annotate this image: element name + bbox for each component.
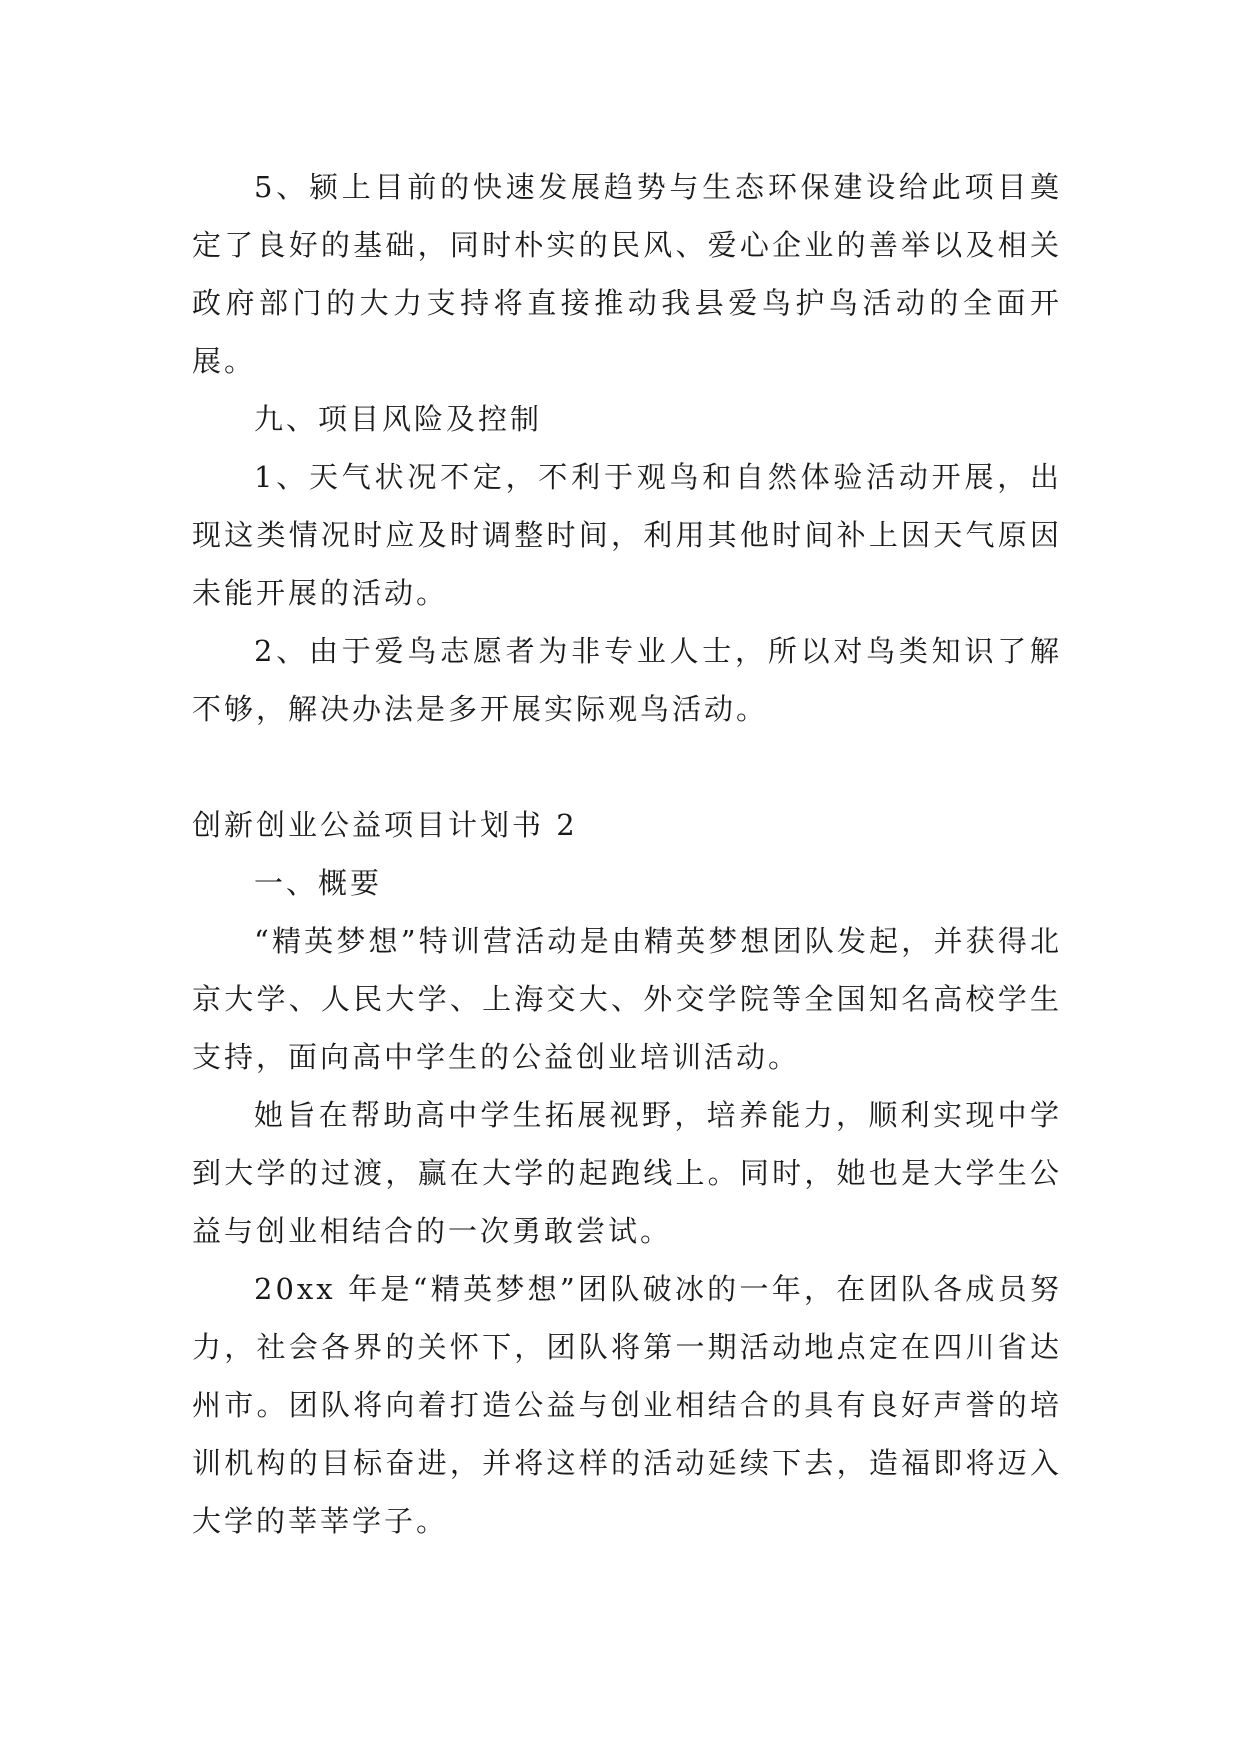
overview-paragraph-2: 她旨在帮助高中学生拓展视野，培养能力，顺利实现中学到大学的过渡，赢在大学的起跑线上。同时，她也是大学生公益与创业相结合的一次勇敢尝试。 xyxy=(192,1098,1062,1248)
paragraph-item-5: 5、颍上目前的快速发展趋势与生态环保建设给此项目奠定了良好的基础，同时朴实的民风、爱心企业的善举以及相关政府部门的大力支持将直接推动我县爱鸟护鸟活动的全面开展。 xyxy=(192,170,1062,378)
risk-item-2: 2、由于爱鸟志愿者为非专业人士，所以对鸟类知识了解不够，解决办法是多开展实际观鸟活动。 xyxy=(192,634,1062,726)
risk-item-1: 1、天气状况不定，不利于观鸟和自然体验活动开展，出现这类情况时应及时调整时间，利用其他时间补上因天气原因未能开展的活动。 xyxy=(192,460,1062,610)
document-title: 创新创业公益项目计划书 2 xyxy=(192,808,578,842)
overview-paragraph-3: 20xx 年是“精英梦想”团队破冰的一年，在团队各成员努力，社会各界的关怀下，团队将第一期活动地点定在四川省达州市。团队将向着打造公益与创业相结合的具有良好声誉的培训机构的目标奋进，并将这样的活动延续下去，造福即将迈入大学的莘莘学子。 xyxy=(192,1272,1062,1538)
section-heading-overview: 一、概要 xyxy=(254,866,383,900)
overview-paragraph-1: “精英梦想”特训营活动是由精英梦想团队发起，并获得北京大学、人民大学、上海交大、外交学院等全国知名高校学生支持，面向高中学生的公益创业培训活动。 xyxy=(192,924,1062,1074)
document-body xyxy=(192,158,1062,1550)
section-heading-risk-control: 九、项目风险及控制 xyxy=(254,402,543,436)
